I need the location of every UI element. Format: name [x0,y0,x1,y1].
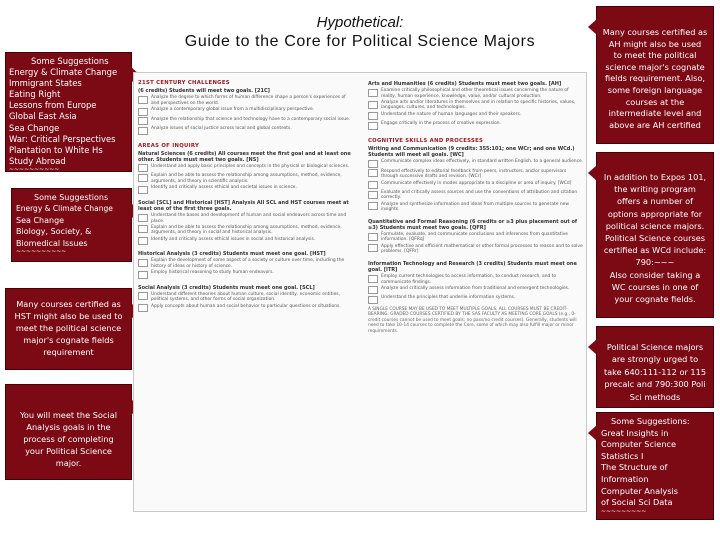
callout-line: of Social Sci Data [601,497,673,508]
goal-item: Communicate effectively in modes appropriate to a discipline or area of inquiry. [WCd] [368,181,584,190]
callout-line: certified as WCd include: [603,245,707,256]
callout-line: fields requirement. Also, [604,73,705,84]
callout-line: political science majors. [605,220,705,231]
callout-line: Many courses certified as [16,299,121,309]
callout-line: You will meet the Social [19,410,117,420]
callout-line: Some Suggestions: [611,416,690,426]
checkbox-icon [368,101,378,109]
checkbox-icon [138,237,148,245]
goal-item: Engage critically in the process of creative expression. [368,121,584,130]
callout-line: War: Critical Perspectives [9,133,116,144]
goal-heading: Quantitative and Formal Reasoning (6 credits or ≥3 plus placement out of ≥3) Students must meet two goals. [QFR] [368,218,578,231]
callout-line: Energy & Climate Change [9,67,118,78]
callout-left-suggestions [5,52,132,172]
title-line-2: Guide to the Core for Political Science Majors [184,33,536,50]
checkbox-icon [138,96,148,104]
goal-item: Employ historical reasoning to study human endeavors. [138,270,352,279]
callout-line: the writing program [614,184,696,195]
callout-line: Some Suggestions [31,56,109,66]
callout-line: Plantation to White Hs [9,144,103,155]
core-curriculum-document [133,72,587,512]
callout-line: Also consider taking a [609,269,701,280]
callout-line: Computer Science [601,439,677,450]
callout-line: In addition to Expos 101, [603,172,707,182]
callout-line: courses at the [625,96,685,107]
callout-line: some foreign language [607,84,703,95]
callout-line: Lessons from Europe [9,100,97,111]
goal-item: Apply concepts about human and social behavior to particular questions or situations. [138,304,352,313]
callout-line: Study Abroad [9,155,66,166]
goal-item: Explain and be able to assess the relationship among assumptions, method, evidence, arguments, and theory in social and historical analysis. [138,225,352,236]
section-title: COGNITIVE SKILLS AND PROCESSES [368,137,484,144]
checkbox-icon [138,271,148,279]
goal-heading: (6 credits) Students will meet two goals. [21C] [138,88,270,94]
callout-line: science major's cognate [605,61,705,72]
callout-line: your Political Science [25,446,112,456]
goal-item: Communicate complex ideas effectively, in standard written English, to a general audience. [368,159,584,168]
goal-item: Analyze the degree to which forms of human difference shape a person's experiences of and perspectives on the world. [138,95,352,106]
callout-line: your cognate fields. [614,294,696,305]
goal-heading: Information Technology and Research (3 credits) Students must meet one goal. [ITR] [368,260,577,273]
callout-line: Computer Analysis [601,485,679,496]
checkbox-icon [368,275,378,283]
callout-line: Political Science majors [606,342,704,352]
goal-item: Explain the development of some aspect of a society or culture over time, including the history of ideas or history of science. [138,258,352,269]
checkbox-icon [368,286,378,294]
goal-heading: Historical Analysis (3 credits) Students must meet one goal. [HST] [138,251,326,258]
goal-item: Identify and critically assess ethical and societal issues in science. [138,185,352,194]
goal-item: Analyze arts and/or literatures in themselves and in relation to specific histories, values, languages, cultures, and technologies. [368,100,584,111]
callout-line: Political Science courses [604,233,706,244]
checkbox-icon [368,233,378,241]
callout-line: requirement [43,347,94,357]
checkbox-icon [368,296,378,304]
callout-line: options appropriate for [607,208,703,219]
checkbox-icon [138,117,148,125]
checkbox-icon [138,304,148,312]
checkbox-icon [138,186,148,194]
callout-line: above are AH certified [609,119,701,130]
goal-heading: Natural Sciences (6 credits) All courses meet the first goal and at least one other. Students must meet two goals. [NS] [138,150,351,163]
checkbox-icon [138,164,148,172]
goal-item: Apply effective and efficient mathematical or other formal processes to reason and to solve problems. [QFRr] [368,244,584,255]
callout-line: are strongly urged to [611,354,699,365]
goal-item: Respond effectively to editorial feedback from peers, instructors, and/or supervisors through successive drafts and revision. [WCr] [368,169,584,180]
callout-line: Great Insights in [601,427,669,438]
callout-line: intermediate level and [608,108,702,119]
goal-item: Understand different theories about human culture, social identity, economic entities, political systems, and other forms of social organization. [138,292,352,303]
callout-line: offers a number of [617,196,693,207]
checkbox-icon [138,214,148,222]
checkbox-icon [138,108,148,116]
callout-line: Statistics I [601,450,644,461]
goal-item: Understand the principles that underlie information systems. [368,295,584,304]
checkbox-icon [368,160,378,168]
callout-line: process of completing [23,434,114,444]
checkbox-icon [138,259,148,267]
goal-item: Understand the bases and development of human and social endeavors across time and place. [138,213,352,224]
goal-item: Evaluate and critically assess sources and use the conventions of attribution and citation correctly. [368,190,584,201]
callout-line: Sea Change [9,122,60,133]
title-line-1: Hypothetical: [316,14,404,31]
callout-line: Many courses certified as [602,27,708,37]
callout-line: major. [55,458,82,468]
callout-line: take 640:111-112 or 115 [603,366,707,377]
callout-right-ah [596,6,714,144]
goal-item: Analyze and synthesize information and ideas from multiple sources to generate new insights. [368,202,584,213]
callout-line: ~~~~~~~~~~ [9,165,60,173]
callout-right-qfr [596,326,714,408]
callout-line: Sci methods [629,391,681,402]
callout-line: The Structure of [601,462,668,473]
callout-left-hst [5,288,132,370]
document-left-column [138,77,352,313]
checkbox-icon [368,89,378,97]
callout-line: Global East Asia [9,111,77,122]
checkbox-icon [368,202,378,210]
goal-item: Analyze the relationship that science and technology have to a contemporary social issue. [138,117,352,126]
callout-line: Immigrant States [9,78,82,89]
checkbox-icon [368,122,378,130]
checkbox-icon [138,225,148,233]
callout-line: major's cognate fields [23,335,114,345]
callout-line: AH might also be used [608,38,702,49]
goal-heading: Social Analysis (3 credits) Students must meet one goal. [SCL] [138,284,315,291]
checkbox-icon [368,244,378,252]
callout-line: Information [601,473,649,484]
document-footnote: A SINGLE COURSE MAY BE USED TO MEET MULTIPLE GOALS. ALL COURSES MUST BE CREDIT-BEARING. GRADED COURSES CERTIFIED BY THE SAS FACULTY AS MEETING CORE GOALS (e.g., 0-credit courses cannot be used to meet goals; no pass/no credit courses). Generally, students will need to take 10-14 courses to complete the Core, some of which may also fulfill major or minor requirements. [368,306,577,334]
callout-right-itr [596,412,714,520]
goal-heading: Writing and Communication (9 credits: 355:101; one WCr; and one WCd.) Students will meet all goals. [WC] [368,145,575,159]
callout-line: ~~~~~~~~~~ [16,248,67,256]
callout-line: ~~~~~~~~~ [601,507,647,515]
callout-line: Eating Right [9,89,61,100]
callout-line: WC courses in one of [611,281,699,292]
checkbox-icon [368,169,378,177]
checkbox-icon [138,127,148,135]
document-right-column [368,77,584,334]
goal-item: Understand and apply basic principles and concepts in the physical or biological sciences. [138,164,352,173]
goal-item: Analyze and critically assess information from traditional and emergent technologies. [368,286,584,295]
goal-item: Analyze issues of social justice across local and global contexts. [138,126,352,135]
checkbox-icon [138,174,148,182]
callout-line: HST might also be used to [14,311,123,321]
checkbox-icon [368,112,378,120]
goal-item: Analyze a contemporary global issue from a multidisciplinary perspective. [138,107,352,116]
checkbox-icon [138,292,148,300]
goal-item: Formulate, evaluate, and communicate conclusions and inferences from quantitative information. [QFRq] [368,232,584,243]
callout-line: Analysis goals in the [26,422,111,432]
callout-line: precalc and 790:300 Poli [604,379,706,390]
callout-line: to meet the political [613,50,697,61]
goal-item: Explain and be able to assess the relationship among assumptions, method, evidence, arguments, and theory in scientific analysis. [138,173,352,184]
callout-line: Sea Change [16,215,65,225]
goal-heading: Social [SCL] and Historical [HST] Analysis All SCL and HST courses meet at least one of the first three goals. [138,199,349,212]
page-title [140,14,580,51]
goal-item: Employ current technologies to access information, to conduct research, and to communicate findings. [368,274,584,285]
callout-line: meet the political science [15,323,122,333]
goal-item: Identify and critically assess ethical issues in social and historical analysis. [138,237,352,246]
callout-line: 790:~~~ [635,257,675,268]
goal-heading: Arts and Humanities (6 credits) Students must meet two goals. [AH] [368,81,562,87]
checkbox-icon [368,191,378,199]
callout-left-ns-suggestions [11,188,132,262]
callout-line: Some Suggestions [34,193,109,202]
callout-left-scl [5,384,132,480]
checkbox-icon [368,181,378,189]
callout-line: Energy & Climate Change [16,204,113,214]
callout-right-wc [596,152,714,318]
goal-item: Examine critically philosophical and other theoretical issues concerning the nature of reality, human experience, knowledge, value, and/or cultural production. [368,88,584,99]
callout-line: Biomedical Issues [16,238,88,248]
section-title: 21ST CENTURY CHALLENGES [138,80,230,86]
goal-item: Understand the nature of human languages and their speakers. [368,112,584,121]
callout-line: Biology, Society, & [16,227,92,237]
section-title: AREAS OF INQUIRY [138,142,200,149]
